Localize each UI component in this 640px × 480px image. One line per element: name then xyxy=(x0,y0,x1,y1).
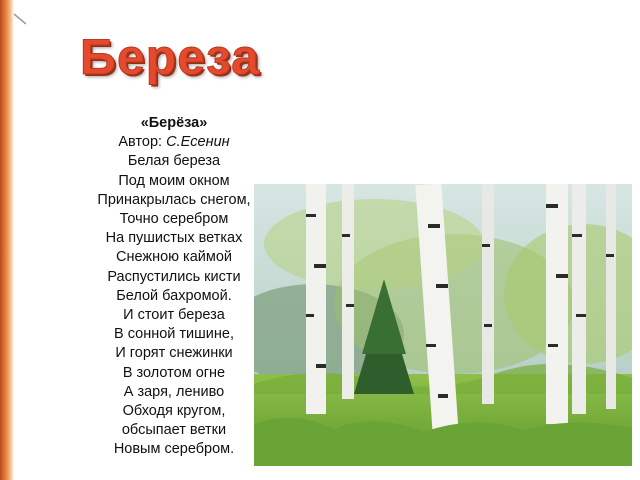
poem-author xyxy=(86,133,262,152)
poem-line: обсыпает ветки xyxy=(121,422,227,439)
poem-line: Снежною каймой xyxy=(115,249,232,266)
birch-forest-photo xyxy=(254,184,632,466)
poem-title: «Берёза» xyxy=(140,115,208,131)
corner-decoration xyxy=(0,0,30,30)
author-label: Автор: xyxy=(118,134,163,151)
poem-line: Распустились кисти xyxy=(107,268,241,285)
poem-line: На пушистых ветках xyxy=(105,230,243,247)
slide-title: Береза xyxy=(80,29,261,85)
birch-forest-illustration xyxy=(254,184,632,466)
poem-line: Точно серебром xyxy=(119,211,229,228)
decorative-side-strip xyxy=(0,0,14,480)
poem-line: Принакрылась снегом, xyxy=(97,191,251,208)
poem-line: Белая береза xyxy=(127,153,221,170)
author-name: С.Есенин xyxy=(166,134,230,151)
poem-line: Белой бахромой. xyxy=(116,287,232,304)
poem-line: Обходя кругом, xyxy=(122,403,226,420)
poem-line: Под моим окном xyxy=(118,172,230,189)
poem-line: Новым серебром. xyxy=(113,441,235,458)
poem-block xyxy=(86,114,262,460)
poem-line: В золотом огне xyxy=(122,364,226,381)
poem-line: А заря, лениво xyxy=(123,383,225,400)
poem-line: И стоит береза xyxy=(123,307,225,324)
poem-line: В сонной тишине, xyxy=(114,326,234,343)
poem-line: И горят снежинки xyxy=(115,345,233,362)
